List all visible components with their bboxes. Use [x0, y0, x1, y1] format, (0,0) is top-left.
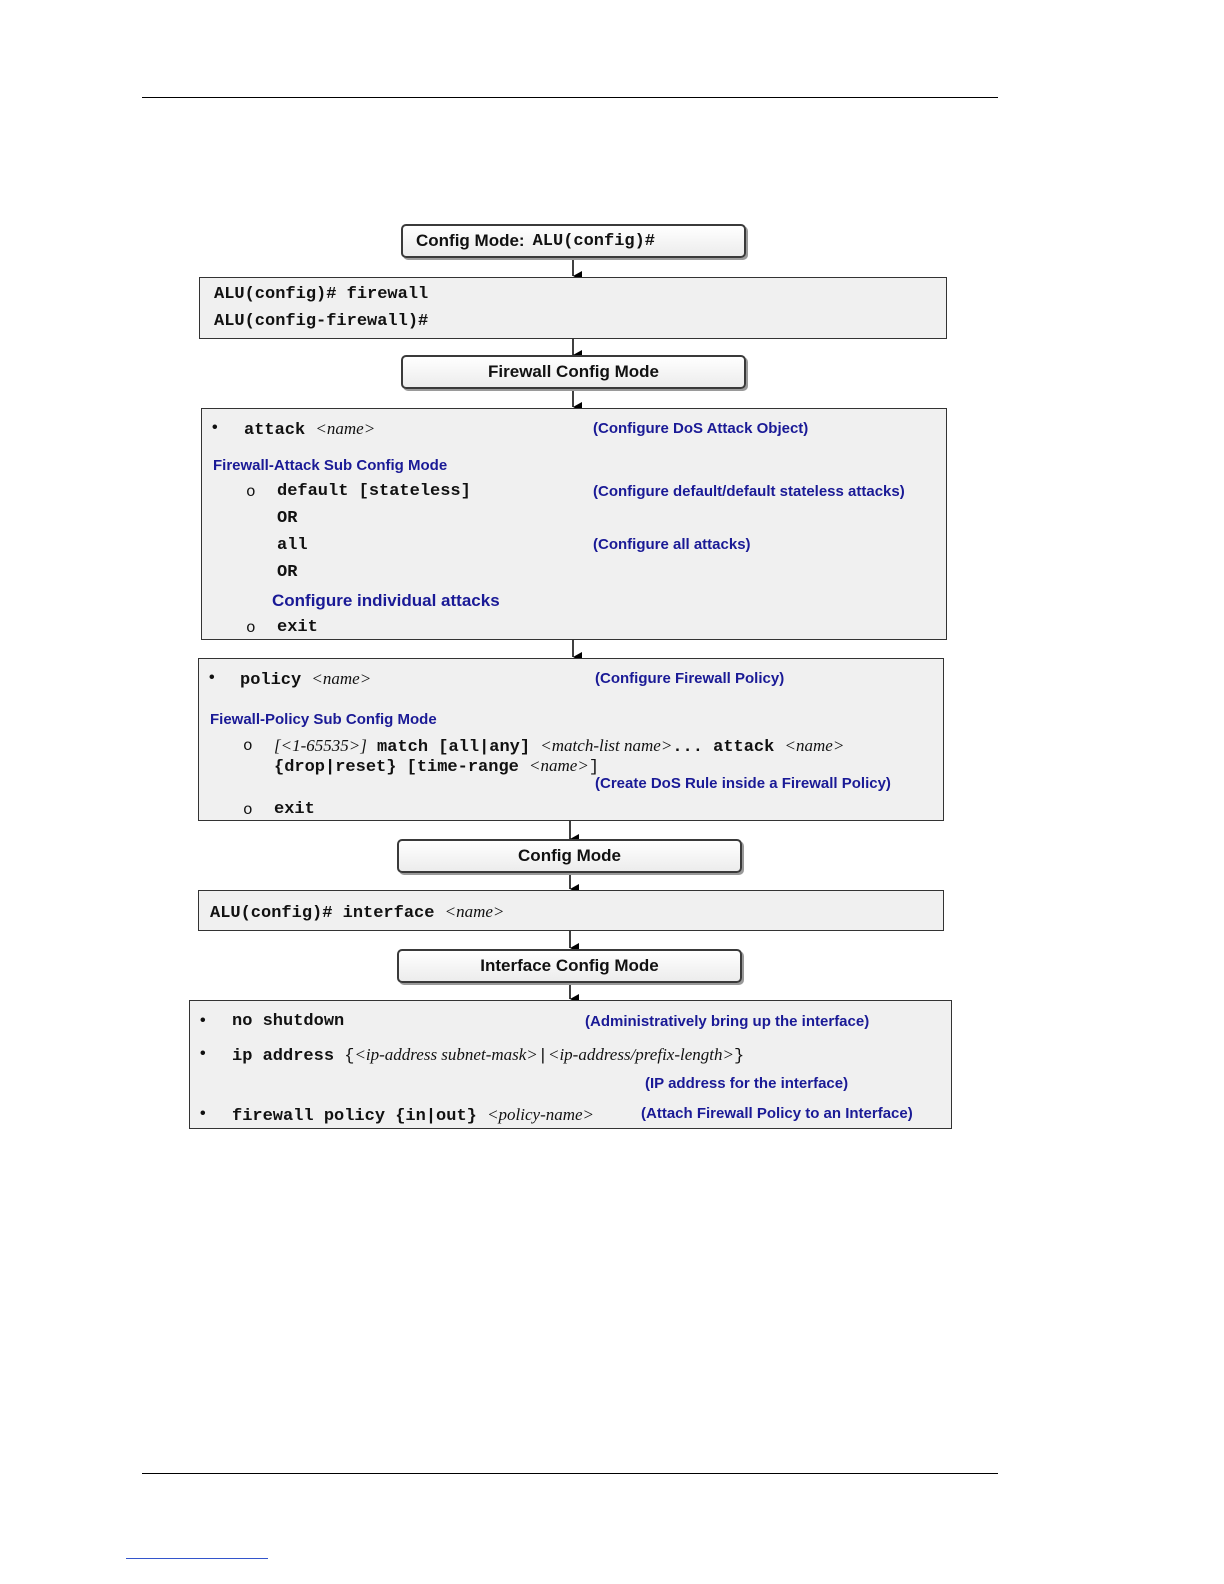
attack-default-cmd: default [stateless]: [277, 482, 471, 501]
attack-all-note: (Configure all attacks): [593, 536, 751, 553]
attack-all-cmd: all: [277, 536, 308, 555]
fw-cmd-dir: {in|out}: [395, 1107, 477, 1126]
fw-bullet: •: [200, 1105, 206, 1122]
fw-cmd: [232, 1106, 594, 1125]
policy-rule-line2: [274, 757, 599, 776]
attack-keyword: attack: [244, 421, 306, 440]
noshut-bullet: •: [200, 1012, 206, 1029]
policy-rule-matchlist: <match-list name>: [540, 736, 673, 755]
policy-rule-range: [<1-65535>]: [274, 736, 367, 755]
attack-default-o: o: [246, 483, 256, 501]
ip-cmd-keyword: ip address: [232, 1047, 335, 1066]
policy-rule-action: {drop|reset}: [274, 758, 397, 777]
interface-cmd-arg: <name>: [444, 902, 505, 921]
interface-panel: [189, 1000, 952, 1129]
attack-arg: <name>: [315, 419, 376, 438]
firewall-cmd-line2: ALU(config-firewall)#: [214, 312, 429, 331]
ip-cmd: [232, 1046, 744, 1065]
ip-close-brace: }: [733, 1047, 745, 1066]
policy-sub-mode: Fiewall-Policy Sub Config Mode: [210, 711, 437, 728]
policy-rule-close: ]: [588, 758, 600, 777]
attack-or-1: OR: [277, 509, 298, 528]
fw-note: (Attach Firewall Policy to an Interface): [641, 1105, 913, 1122]
config-mode-prompt: ALU(config)#: [532, 231, 656, 251]
config-mode-box: [401, 224, 746, 258]
policy-rule-name: <name>: [784, 736, 845, 755]
ip-arg2: <ip-address/prefix-length>: [547, 1045, 734, 1064]
attack-individual: Configure individual attacks: [272, 591, 500, 610]
policy-exit-cmd: exit: [274, 800, 315, 819]
attack-cmd: [244, 420, 375, 439]
interface-cmd: [210, 903, 504, 922]
attack-exit-cmd: exit: [277, 618, 318, 637]
interface-config-mode-box: [397, 949, 742, 983]
policy-keyword: policy: [240, 671, 302, 690]
noshut-note: (Administratively bring up the interface): [585, 1013, 870, 1030]
policy-rule-match: match: [377, 738, 429, 757]
attack-sub-mode: Firewall-Attack Sub Config Mode: [213, 457, 448, 474]
policy-arg: <name>: [311, 669, 372, 688]
attack-note: (Configure DoS Attack Object): [593, 420, 809, 437]
fw-cmd-arg: <policy-name>: [487, 1105, 595, 1124]
policy-note: (Configure Firewall Policy): [595, 670, 785, 687]
interface-cmd-prompt: ALU(config)# interface: [210, 904, 435, 923]
attack-bullet: •: [212, 419, 218, 436]
ip-bullet: •: [200, 1045, 206, 1062]
config-mode-label: Config Mode: [518, 846, 621, 865]
policy-rule-note: (Create DoS Rule inside a Firewall Policy): [595, 775, 891, 792]
policy-rule-timerange: [time-range: [406, 758, 519, 777]
ip-arg1: <ip-address subnet-mask>: [354, 1045, 538, 1064]
firewall-config-mode-box: [401, 355, 746, 389]
fw-cmd-keyword: firewall policy: [232, 1107, 386, 1126]
ip-sep: |: [537, 1047, 548, 1066]
interface-config-mode-label: Interface Config Mode: [480, 956, 659, 975]
attack-or-2: OR: [277, 563, 298, 582]
ip-note: (IP address for the interface): [645, 1075, 849, 1092]
policy-rule-name2: <name>: [529, 756, 589, 775]
policy-bullet: •: [209, 669, 215, 686]
firewall-cmd-line1: ALU(config)# firewall: [214, 285, 429, 304]
policy-rule-line1: [274, 737, 844, 756]
attack-panel: [201, 408, 947, 640]
policy-rule-o: o: [243, 737, 253, 755]
policy-exit-o: o: [243, 801, 253, 819]
policy-rule-allany: [all|any]: [438, 738, 531, 757]
policy-panel: [198, 658, 944, 821]
firewall-config-mode-label: Firewall Config Mode: [488, 362, 659, 381]
firewall-command-panel: [199, 277, 947, 339]
attack-exit-o: o: [246, 619, 256, 637]
attack-default-note: (Configure default/default stateless attacks): [593, 483, 905, 500]
policy-cmd: [240, 670, 371, 689]
ip-open-brace: {: [344, 1047, 355, 1066]
noshut-cmd: no shutdown: [232, 1012, 345, 1031]
config-mode-title: Config Mode:: [416, 231, 525, 250]
interface-command-panel: [198, 890, 944, 931]
config-mode-box-2: [397, 839, 742, 873]
policy-rule-attack: ... attack: [672, 738, 775, 757]
